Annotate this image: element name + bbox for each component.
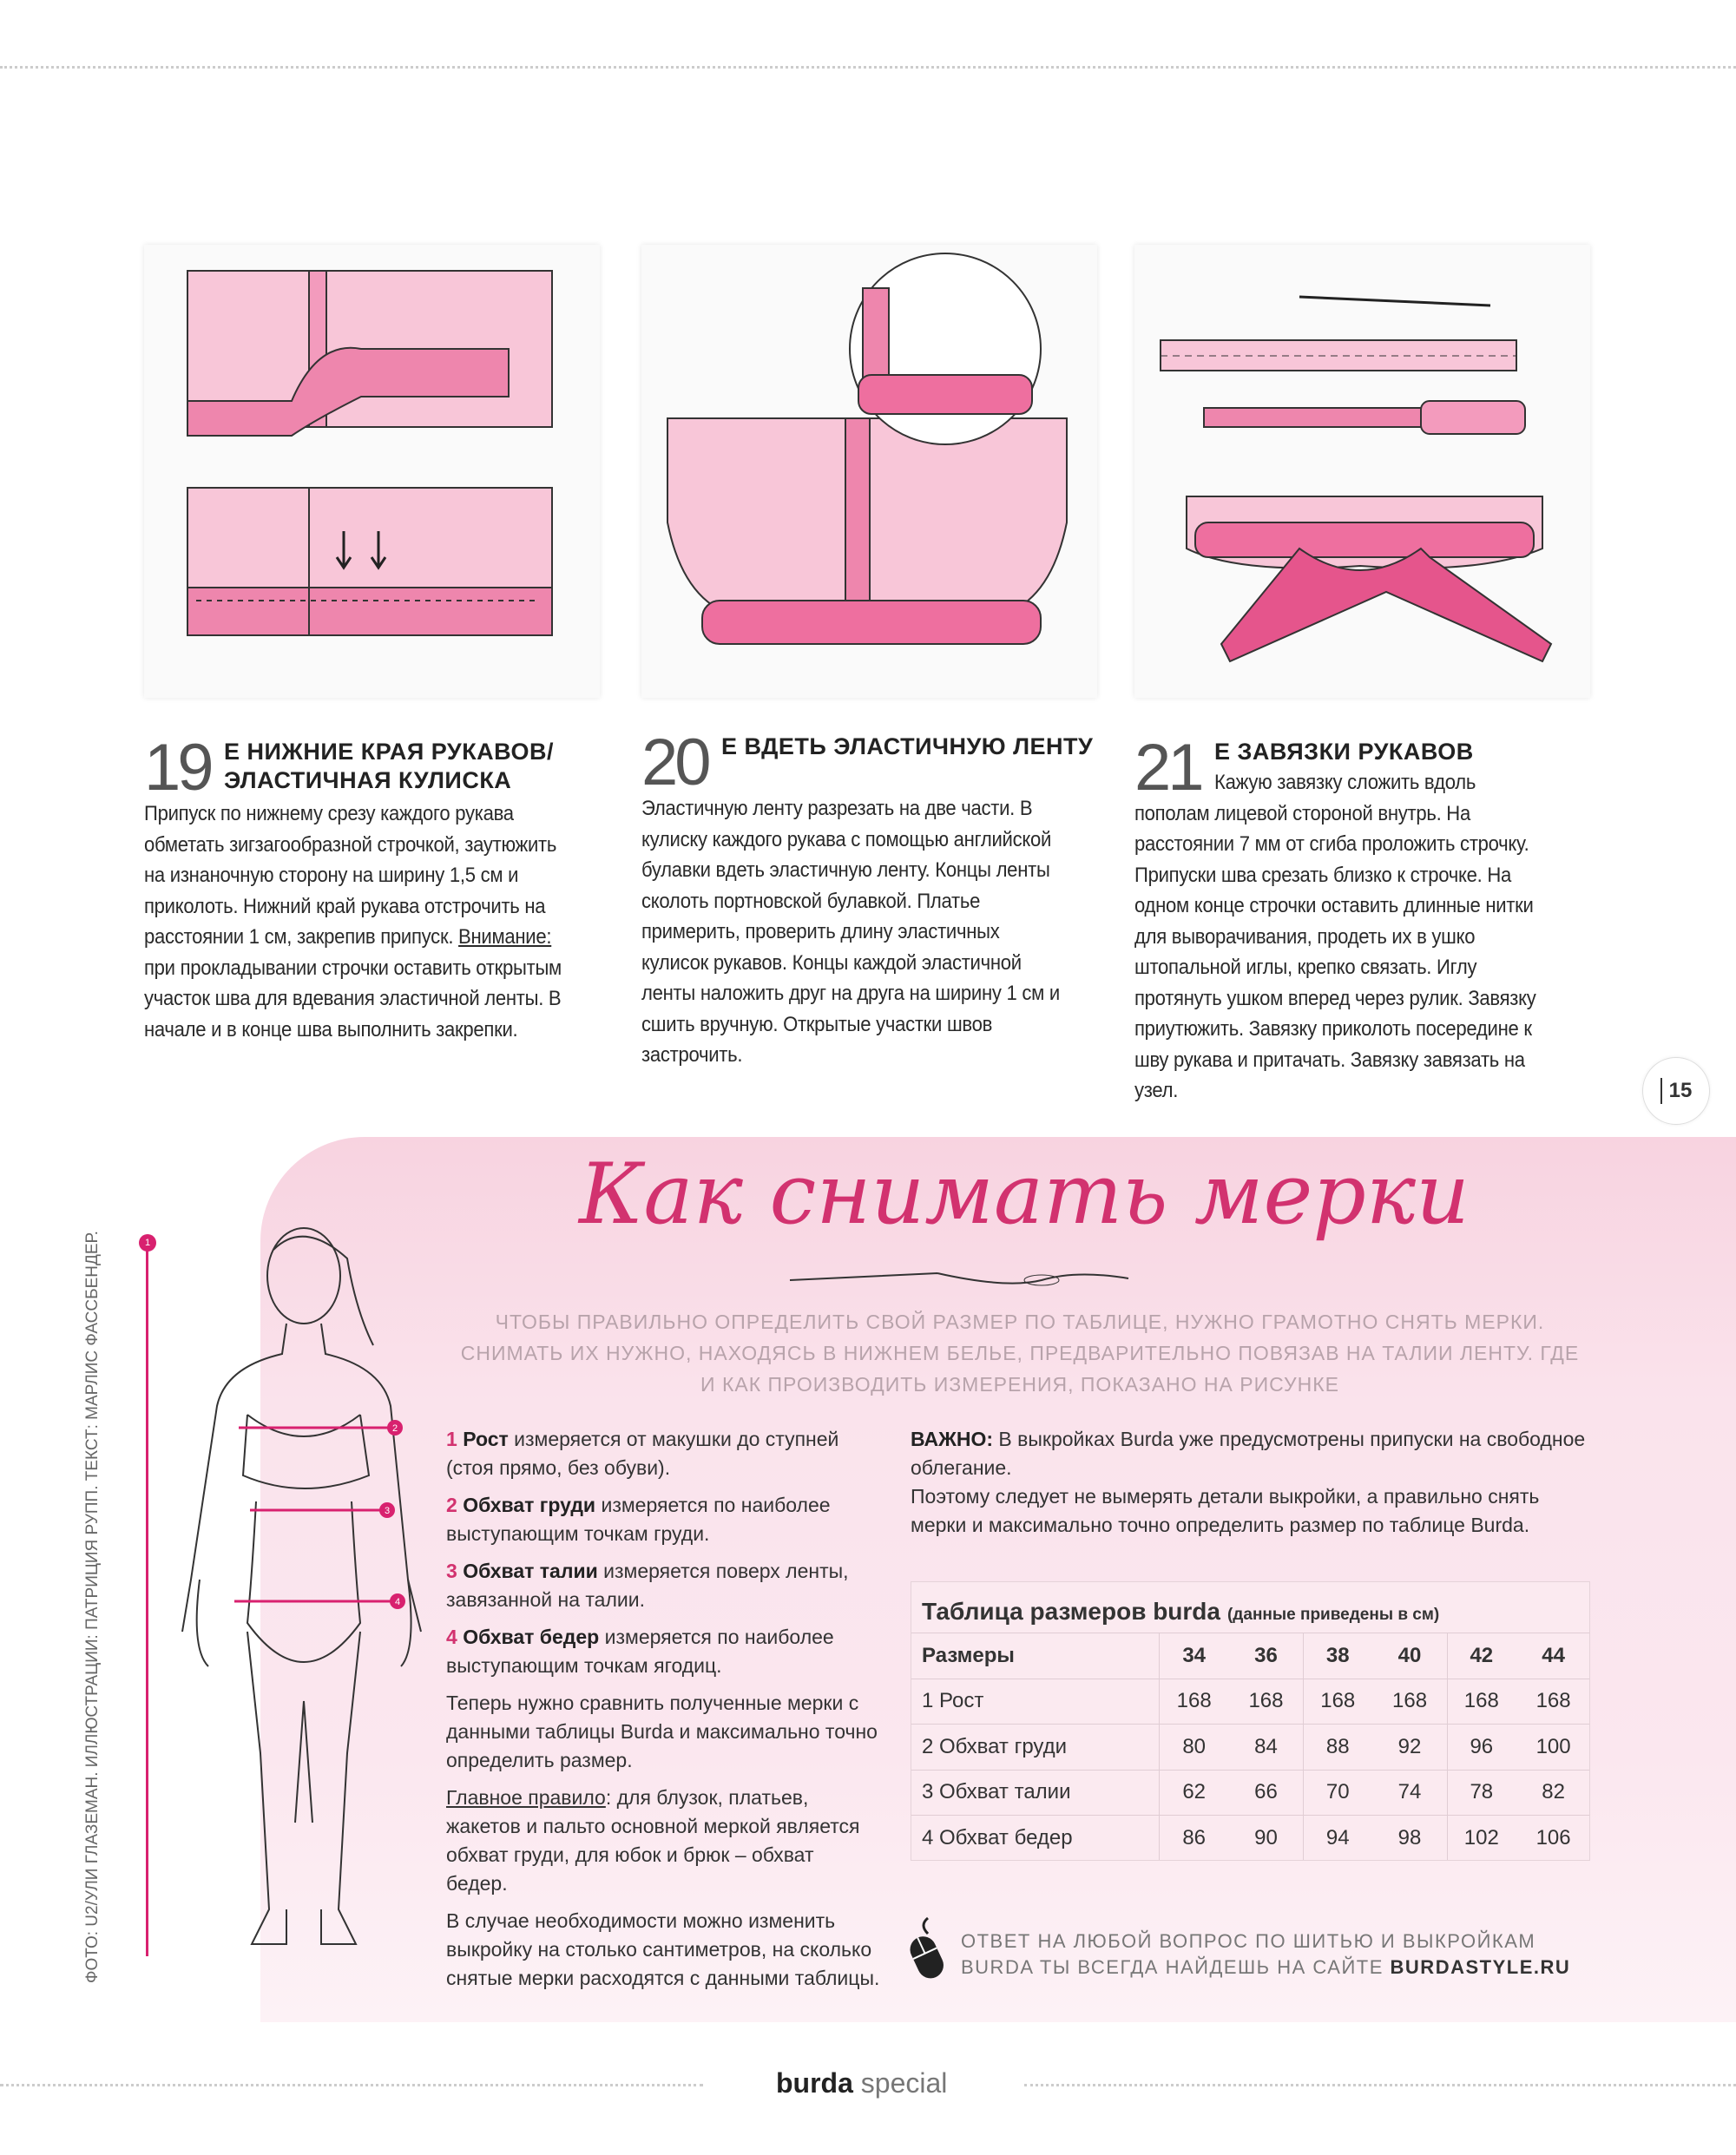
height-measure-line [146,1243,148,1956]
website-note-line2: BURDA ТЫ ВСЕГДА НАЙДЕШЬ НА САЙТЕ [961,1956,1391,1978]
top-dotted-rule [0,66,1736,69]
item-term: Рост [463,1428,509,1450]
table-cell: 78 [1470,1780,1494,1803]
marker-2: 2 [391,1423,398,1434]
section-title: Как снимать мерки [579,1146,1470,1243]
measurement-instructions [446,1425,880,2001]
important-text-2: Поэтому следует не вымерять детали выкройки, а правильно снять мерки и максимально точно определить размер по таблице Burda. [911,1485,1540,1536]
rule-text: : для блузок, платьев, жакетов и пальто основной меркой является обхват груди, для юбок и брюк – обхват бедер. [446,1786,860,1895]
table-cell: 102 [1463,1825,1499,1849]
row-label: Размеры [922,1643,1015,1667]
table-row [911,1724,1589,1769]
item-number: 4 [446,1626,457,1648]
item-number: 3 [446,1560,457,1582]
item-number: 2 [446,1494,457,1516]
needle-thread-icon [781,1263,1163,1298]
table-row [911,1770,1589,1815]
measurement-item [446,1491,880,1548]
measurement-item [446,1425,880,1482]
table-cell: 70 [1325,1780,1350,1803]
step-title: Е ЗАВЯЗКИ РУКАВОВ [1214,739,1474,765]
table-cell: 168 [1463,1689,1499,1712]
item-number: 1 [446,1428,457,1450]
table-cell: 88 [1325,1734,1350,1758]
section-intro: ЧТОБЫ ПРАВИЛЬНО ОПРЕДЕЛИТЬ СВОЙ РАЗМЕР ПО ТАБЛИЦЕ, НУЖНО ГРАМОТНО СНЯТЬ МЕРКИ. СНИМАТЬ ИХ НУЖНО, НАХОДЯСЬ В НИЖНЕМ БЕЛЬЕ, ПРЕДВАРИТЕЛЬНО ПОВЯЗАВ НА ТАЛИИ ЛЕНТУ. ГДЕ И КАК ПРОИЗВОДИТЬ ИЗМЕРЕНИЯ, ПОКАЗАНО НА РИСУНКЕ [460,1311,1580,1396]
website-link[interactable]: BURDASTYLE.RU [1390,1956,1571,1978]
table-cell: 80 [1182,1734,1207,1758]
table-cell: 82 [1542,1780,1565,1803]
table-divider [1447,1633,1448,1860]
row-label: 2 Обхват груди [922,1734,1068,1758]
table-cell: 168 [1248,1689,1284,1712]
table-cell: 90 [1254,1825,1278,1849]
table-cell: 92 [1397,1734,1422,1758]
page-number [1642,1057,1710,1125]
important-line [911,1425,1588,1482]
step-text-part: при прокладывании строчки оставить открытым участок шва для вдевания эластичной ленты. В начале и в конце шва выполнить закрепки. [144,956,562,1041]
magazine-brand [776,2067,947,2099]
attention-label: Внимание: [458,925,552,949]
brand-light: special [852,2067,948,2099]
important-note [911,1425,1588,1548]
compare-text: Теперь нужно сравнить полученные мерки с данными таблицы Burda и максимально точно определить размер. [446,1692,878,1771]
step-title: Е ВДЕТЬ ЭЛАСТИЧНУЮ ЛЕНТУ [721,733,1094,759]
table-cell: 168 [1392,1689,1428,1712]
table-row [911,1815,1589,1860]
table-cell: 62 [1182,1780,1207,1803]
important-text: В выкройках Burda уже предусмотрены припуски на свободное облегание. [911,1428,1586,1479]
table-cell: 34 [1182,1643,1207,1667]
table-cell: 66 [1254,1780,1278,1803]
item-desc: измеряется от макушки до ступней (стоя прямо, без обуви). [446,1428,839,1479]
main-rule [446,1784,880,1898]
table-cell: 96 [1470,1734,1494,1758]
photo-credit: ФОТО: U2/УЛИ ГЛАЗЕМАН. ИЛЛЮСТРАЦИИ: ПАТРИЦИЯ РУПП. ТЕКСТ: МАРЛИС ФАССБЕНДЕР. [83,1231,102,1983]
step-text: Эластичную ленту разрезать на две части. В кулиску каждого рукава с помощью английской булавки вдеть эластичную ленту. Концы ленты сколоть портновской булавкой. Платье примерить, проверить длину эластичных кулисок рукавов. Концы каждой эластичной ленты наложить друг на друга на ширину 1 см и сшить вручную. Открытые участки швов застрочить. [641,797,1060,1067]
marker-1: 1 [139,1234,156,1252]
table-header-row [911,1633,1589,1678]
table-cell: 106 [1535,1825,1571,1849]
step-number: 20 [641,726,708,799]
table-title-text: Таблица размеров burda [922,1598,1220,1625]
step-19 [144,731,604,1045]
marker-3: 3 [384,1506,391,1516]
step-title: Е НИЖНИЕ КРАЯ РУКАВОВ/ ЭЛАСТИЧНАЯ КУЛИСКА [224,739,555,793]
table-divider [1303,1633,1304,1860]
step-text-first-line: Кажую завязку сложить вдоль [1214,771,1476,794]
bottom-dotted-rule-right [1024,2084,1736,2086]
brand-bold: burda [776,2067,853,2099]
illustration-step-21 [1134,245,1590,698]
rule-label: Главное правило [446,1786,606,1809]
table-cell: 98 [1397,1825,1422,1849]
table-subtitle: (данные приведены в см) [1226,1606,1440,1624]
item-desc: измеряется по наиболее выступающим точкам ягодиц. [446,1626,834,1677]
step-number: 21 [1134,731,1201,805]
table-cell: 168 [1176,1689,1212,1712]
step-text: пополам лицевой стороной внутрь. На расстоянии 7 мм от сгиба проложить строчку. Припуски шва срезать близко к строчке. На одном конце строчки оставить длинные нитки для выворачивания, продеть их в ушко штопальной иглы, крепко связать. Иглу протянуть ушком вперед через рулик. Завязку приутюжить. Завязку приколоть посередине к шву рукава и притачать. Завязку завязать на узел. [1134,801,1536,1102]
table-cell: 168 [1535,1689,1571,1712]
table-row [911,1679,1589,1724]
body-figure-illustration [174,1215,434,1970]
step-text [144,798,568,1045]
bottom-dotted-rule-left [0,2084,703,2086]
item-term: Обхват груди [463,1494,596,1516]
size-table-title [922,1598,1439,1626]
table-cell: 168 [1320,1689,1356,1712]
measurement-item [446,1557,880,1614]
table-cell: 40 [1397,1643,1422,1667]
size-table [911,1581,1590,1861]
step-21 [1134,731,1595,1107]
table-cell: 84 [1254,1734,1278,1758]
illustration-step-19 [144,245,600,698]
step-text-part: Припуск по нижнему срезу каждого рукава обметать зигзагообразной строчкой, заутюжить на изнаночную сторону на ширину 1,5 см и приколоть. Нижний край рукава отстрочить на расстоянии 1 см, закрепив припуск. [144,802,557,949]
item-desc: измеряется по наиболее выступающим точкам груди. [446,1494,831,1545]
table-cell: 74 [1397,1780,1422,1803]
row-label: 4 Обхват бедер [922,1825,1073,1849]
table-cell: 86 [1182,1825,1207,1849]
item-desc: измеряется поверх ленты, завязанной на талии. [446,1560,849,1611]
adjust-text: В случае необходимости можно изменить выкройку на столько сантиметров, на сколько снятые мерки расходятся с данными таблицы. [446,1909,880,1989]
table-cell: 42 [1470,1643,1494,1667]
step-number: 19 [144,731,211,805]
page-number-text: 15 [1668,1079,1693,1102]
illustration-step-20 [641,245,1097,698]
computer-mouse-icon [906,1916,950,1986]
table-cell: 100 [1535,1734,1571,1758]
step-20 [641,726,1101,1071]
marker-4: 4 [394,1597,401,1607]
website-note [961,1928,1570,1981]
table-cell: 36 [1254,1643,1278,1667]
item-term: Обхват талии [463,1560,598,1582]
row-label: 3 Обхват талии [922,1780,1071,1803]
table-cell: 94 [1325,1825,1350,1849]
row-label: 1 Рост [922,1689,984,1712]
important-label: ВАЖНО: [911,1428,994,1450]
table-cell: 38 [1325,1643,1350,1667]
website-note-line1: ОТВЕТ НА ЛЮБОЙ ВОПРОС ПО ШИТЬЮ И ВЫКРОЙКАМ [961,1930,1536,1952]
table-cell: 44 [1542,1643,1565,1667]
item-term: Обхват бедер [463,1626,600,1648]
table-divider [1159,1633,1160,1860]
measurement-item [446,1623,880,1680]
